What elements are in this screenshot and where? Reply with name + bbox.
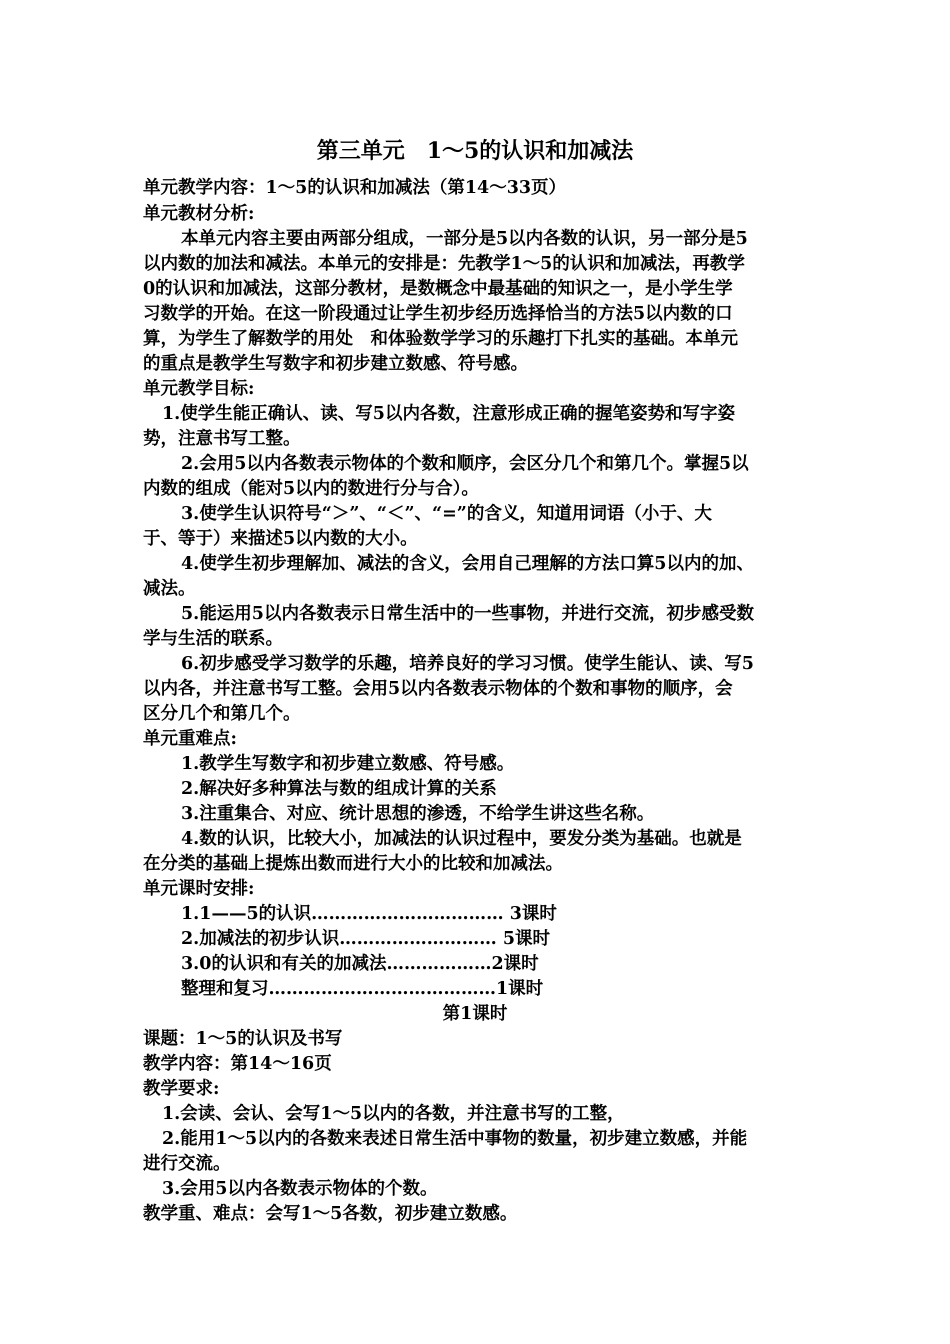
analysis-line: 的重点是教学生写数字和初步建立数感、符号感。 <box>143 354 528 374</box>
analysis-line: 习数学的开始。在这一阶段通过让学生初步经历选择恰当的方法5以内数的口 <box>143 304 733 324</box>
analysis-line: 0的认识和加减法，这部分教材，是数概念中最基础的知识之一，是小学生学 <box>143 279 733 299</box>
key-points-line: 教学重、难点：会写1～5各数，初步建立数感。 <box>143 1204 518 1224</box>
goal-line: 学与生活的联系。 <box>143 629 283 649</box>
requirement-line: 1.会读、会认、会写1～5以内的各数，并注意书写的工整， <box>162 1104 625 1124</box>
lesson-content: 教学内容：第14～16页 <box>143 1054 332 1074</box>
goal-line: 4.使学生初步理解加、减法的含义，会用自己理解的方法口算5以内的加、 <box>181 554 754 574</box>
difficulty-line: 4.数的认识，比较大小，加减法的认识过程中，要发分类为基础。也就是 <box>181 829 742 849</box>
goals-heading: 单元教学目标: <box>143 379 255 399</box>
requirements-heading: 教学要求: <box>143 1079 220 1099</box>
goal-line: 1.使学生能正确认、读、写5以内各数，注意形成正确的握笔姿势和写字姿 <box>162 404 735 424</box>
lesson-topic: 课题：1～5的认识及书写 <box>143 1029 343 1049</box>
difficulty-line: 3.注重集合、对应、统计思想的渗透，不给学生讲这些名称。 <box>181 804 655 824</box>
schedule-item: 2.加减法的初步认识……………………… 5课时 <box>181 929 551 949</box>
goal-line: 以内各，并注意书写工整。会用5以内各数表示物体的个数和事物的顺序，会 <box>143 679 733 699</box>
goal-line: 区分几个和第几个。 <box>143 704 301 724</box>
analysis-line: 算，为学生了解数学的用处 和体验数学学习的乐趣打下扎实的基础。本单元 <box>143 329 738 349</box>
goal-line: 于、等于）来描述5以内数的大小。 <box>143 529 418 549</box>
goal-line: 减法。 <box>143 579 196 599</box>
analysis-line: 本单元内容主要由两部分组成，一部分是5以内各数的认识，另一部分是5 <box>181 229 748 249</box>
requirement-line: 进行交流。 <box>143 1154 231 1174</box>
difficulties-heading: 单元重难点: <box>143 729 237 749</box>
goal-line: 势，注意书写工整。 <box>143 429 301 449</box>
goal-line: 6.初步感受学习数学的乐趣，培养良好的学习习惯。使学生能认、读、写5 <box>181 654 754 674</box>
goal-line: 2.会用5以内各数表示物体的个数和顺序，会区分几个和第几个。掌握5以 <box>181 454 749 474</box>
requirement-line: 3.会用5以内各数表示物体的个数。 <box>162 1179 438 1199</box>
goal-line: 5.能运用5以内各数表示日常生活中的一些事物，并进行交流，初步感受数 <box>181 604 754 624</box>
schedule-item: 3.0的认识和有关的加减法………………2课时 <box>181 954 539 974</box>
lesson-heading: 第1课时 <box>442 1004 508 1024</box>
schedule-item: 1.1——5的认识…………………………… 3课时 <box>181 904 557 924</box>
analysis-line: 以内数的加法和减法。本单元的安排是：先教学1～5的认识和加减法，再教学 <box>143 254 745 274</box>
schedule-item: 整理和复习…………………………………1课时 <box>181 979 544 999</box>
requirement-line: 2.能用1～5以内的各数来表述日常生活中事物的数量，初步建立数感，并能 <box>162 1129 748 1149</box>
goal-line: 内数的组成（能对5以内的数进行分与合）。 <box>143 479 479 499</box>
difficulty-line: 在分类的基础上提炼出数而进行大小的比较和加减法。 <box>143 854 563 874</box>
unit-content-line: 单元教学内容：1～5的认识和加减法（第14～33页） <box>143 178 567 198</box>
page-title: 第三单元 1～5的认识和加减法 <box>316 138 634 164</box>
difficulty-line: 1.教学生写数字和初步建立数感、符号感。 <box>181 754 515 774</box>
analysis-heading: 单元教材分析: <box>143 204 255 224</box>
difficulty-line: 2.解决好多种算法与数的组成计算的关系 <box>181 779 497 799</box>
schedule-heading: 单元课时安排: <box>143 879 255 899</box>
goal-line: 3.使学生认识符号“＞”、“＜”、“=”的含义，知道用词语（小于、大 <box>181 504 712 524</box>
